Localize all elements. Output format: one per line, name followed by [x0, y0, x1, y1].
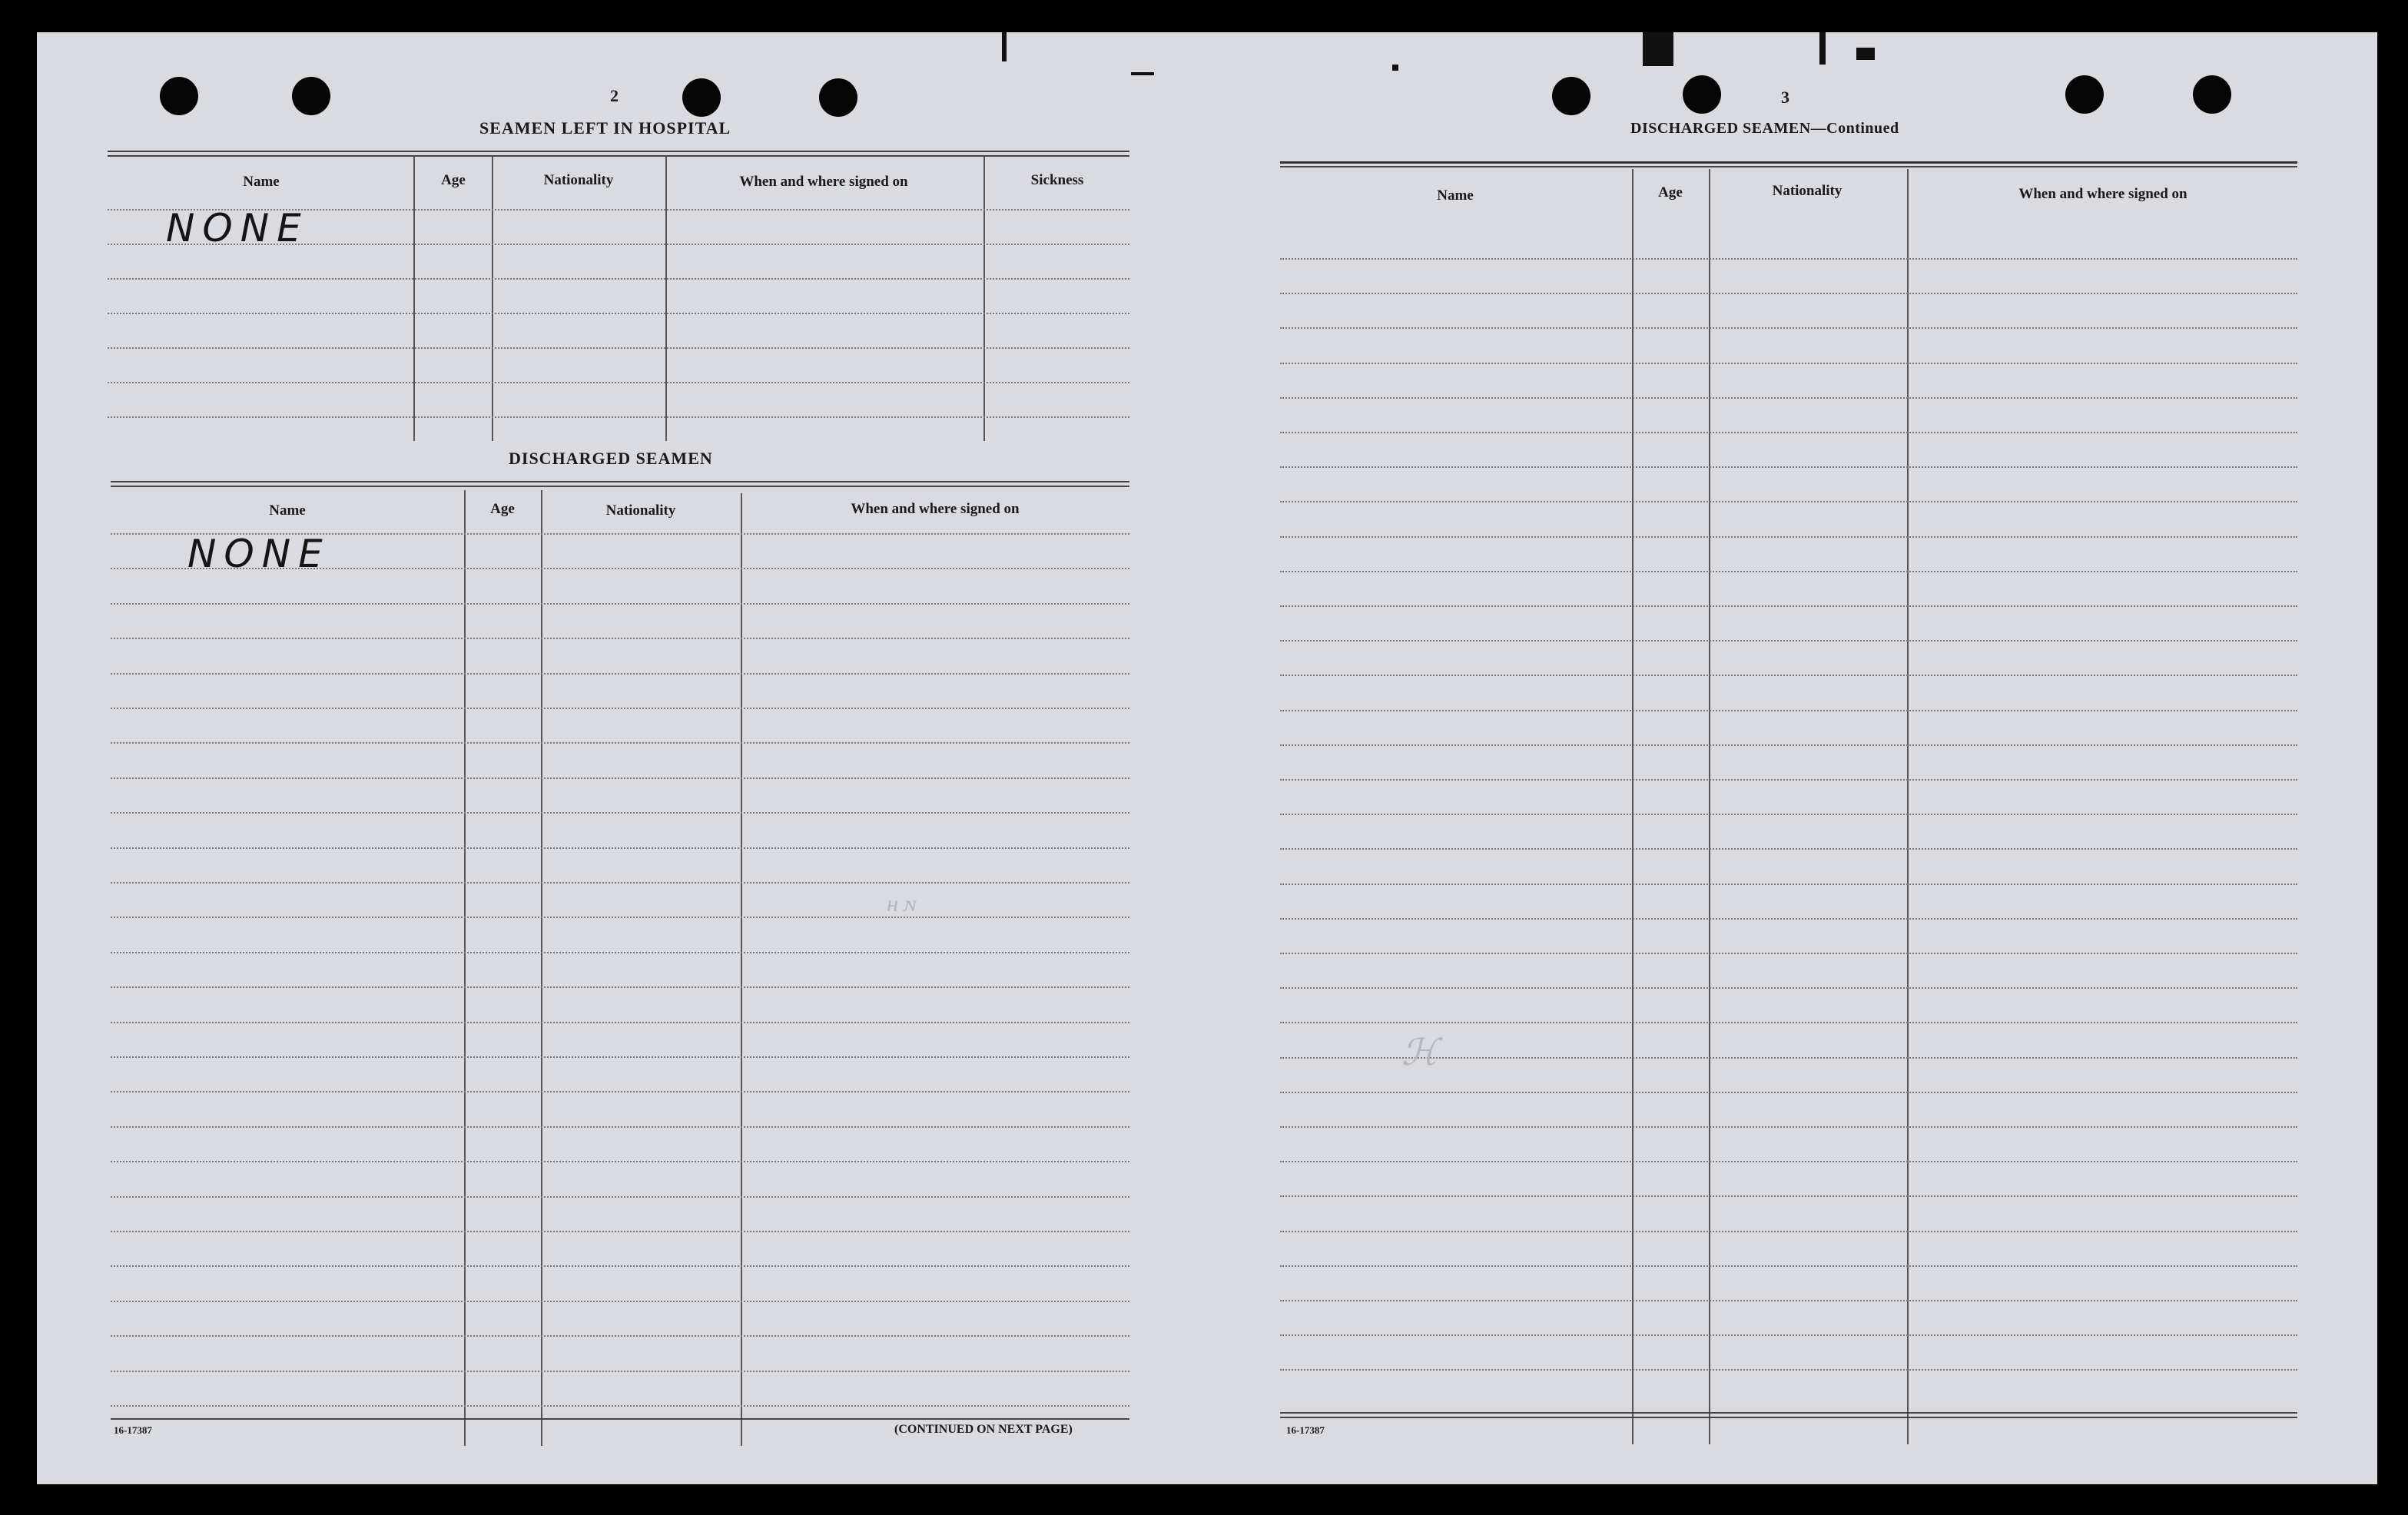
row-rule [111, 638, 1129, 639]
column-header-age: Age [1658, 184, 1683, 201]
row-rule [1280, 293, 2297, 294]
faint-bleed-through: ʜɴ [887, 891, 923, 917]
row-rule [111, 1335, 1129, 1337]
scan-mark [1643, 32, 1673, 66]
row-rule [1280, 397, 2297, 399]
row-rule [111, 708, 1129, 709]
column-header-signed-on: When and where signed on [851, 501, 1020, 517]
column-header-nationality: Nationality [1772, 183, 1842, 199]
row-rule [1280, 501, 2297, 502]
table-rule [111, 1418, 1129, 1420]
footer-note: (CONTINUED ON NEXT PAGE) [894, 1423, 1073, 1436]
scan-mark [1856, 48, 1875, 60]
row-rule [1280, 1022, 2297, 1023]
column-header-name: Name [1437, 187, 1474, 204]
row-rule [1280, 1334, 2297, 1336]
row-rule [111, 882, 1129, 883]
row-rule [1280, 1231, 2297, 1232]
row-rule [111, 952, 1129, 953]
row-rule [1280, 918, 2297, 920]
section-title: DISCHARGED SEAMEN—Continued [1630, 120, 1899, 137]
table-rule [111, 486, 1129, 487]
table-rule [1280, 166, 2297, 167]
scan-mark [1819, 32, 1826, 65]
row-rule [111, 986, 1129, 988]
document-sheet [37, 32, 2377, 1484]
column-divider [1632, 169, 1634, 1444]
row-rule [1280, 675, 2297, 676]
punch-hole [819, 78, 857, 117]
faint-bleed-through: ℋ [1401, 1033, 1444, 1073]
row-rule [1280, 953, 2297, 954]
column-header-signed-on: When and where signed on [2018, 186, 2187, 202]
column-header-name: Name [243, 174, 280, 190]
column-header-age: Age [490, 501, 515, 517]
row-rule [111, 777, 1129, 779]
punch-hole [292, 77, 330, 115]
row-rule [1280, 1161, 2297, 1162]
column-header-signed-on: When and where signed on [739, 174, 908, 190]
form-number: 16-17387 [114, 1424, 152, 1436]
column-divider [983, 157, 985, 441]
handwritten-entry: NONE [166, 206, 309, 250]
row-rule [1280, 848, 2297, 850]
column-header-nationality: Nationality [543, 172, 614, 188]
column-header-nationality: Nationality [605, 502, 676, 519]
row-rule [111, 812, 1129, 814]
table-rule [1280, 1412, 2297, 1414]
column-header-name: Name [269, 502, 306, 519]
page-number: 3 [1781, 88, 1789, 107]
column-header-age: Age [441, 172, 466, 188]
scan-mark [1131, 72, 1154, 75]
row-rule [111, 603, 1129, 605]
row-rule [111, 1126, 1129, 1128]
row-rule [1280, 710, 2297, 711]
column-divider [1709, 169, 1710, 1444]
row-rule [111, 1056, 1129, 1058]
row-rule [111, 1371, 1129, 1372]
row-rule [1280, 571, 2297, 572]
row-rule [111, 847, 1129, 849]
row-rule [1280, 1092, 2297, 1093]
row-rule [1280, 605, 2297, 607]
row-rule [111, 917, 1129, 918]
section-title: DISCHARGED SEAMEN [509, 449, 713, 468]
row-rule [1280, 466, 2297, 468]
row-rule [111, 1265, 1129, 1267]
row-rule [108, 278, 1129, 280]
page-number: 2 [610, 86, 619, 105]
row-rule [1280, 1195, 2297, 1197]
scan-mark [1392, 65, 1398, 71]
row-rule [1280, 779, 2297, 781]
row-rule [108, 382, 1129, 383]
row-rule [1280, 363, 2297, 364]
row-rule [1280, 883, 2297, 885]
column-divider [741, 493, 742, 1446]
row-rule [1280, 327, 2297, 329]
row-rule [111, 1405, 1129, 1407]
row-rule [111, 1301, 1129, 1302]
row-rule [1280, 744, 2297, 746]
punch-hole [1683, 75, 1721, 114]
row-rule [111, 673, 1129, 675]
punch-hole [682, 78, 721, 117]
row-rule [1280, 987, 2297, 989]
row-rule [1280, 258, 2297, 260]
section-title: SEAMEN LEFT IN HOSPITAL [479, 118, 731, 138]
row-rule [111, 1196, 1129, 1198]
punch-hole [2193, 75, 2231, 114]
row-rule [1280, 1300, 2297, 1301]
punch-hole [160, 77, 198, 115]
column-divider [665, 157, 667, 441]
table-rule [1280, 1417, 2297, 1418]
punch-hole [1552, 77, 1590, 115]
table-rule [111, 481, 1129, 482]
table-rule [1280, 161, 2297, 164]
row-rule [1280, 814, 2297, 815]
row-rule [1280, 536, 2297, 538]
row-rule [1280, 1265, 2297, 1267]
column-divider [1907, 169, 1909, 1444]
handwritten-entry: NONE [187, 532, 330, 576]
row-rule [1280, 1369, 2297, 1371]
row-rule [111, 742, 1129, 744]
row-rule [111, 1161, 1129, 1162]
column-divider [492, 157, 493, 441]
form-number: 16-17387 [1286, 1424, 1325, 1436]
row-rule [1280, 1126, 2297, 1128]
scan-mark [1002, 32, 1007, 61]
row-rule [111, 1022, 1129, 1023]
table-rule [108, 155, 1129, 157]
row-rule [108, 313, 1129, 314]
punch-hole [2065, 75, 2104, 114]
column-divider [541, 490, 542, 1446]
row-rule [1280, 432, 2297, 433]
row-rule [108, 416, 1129, 418]
column-divider [413, 157, 415, 441]
column-header-sickness: Sickness [1030, 172, 1084, 188]
row-rule [111, 1091, 1129, 1092]
row-rule [111, 1231, 1129, 1232]
column-divider [464, 490, 466, 1446]
row-rule [108, 347, 1129, 349]
row-rule [1280, 640, 2297, 641]
table-rule [108, 151, 1129, 152]
